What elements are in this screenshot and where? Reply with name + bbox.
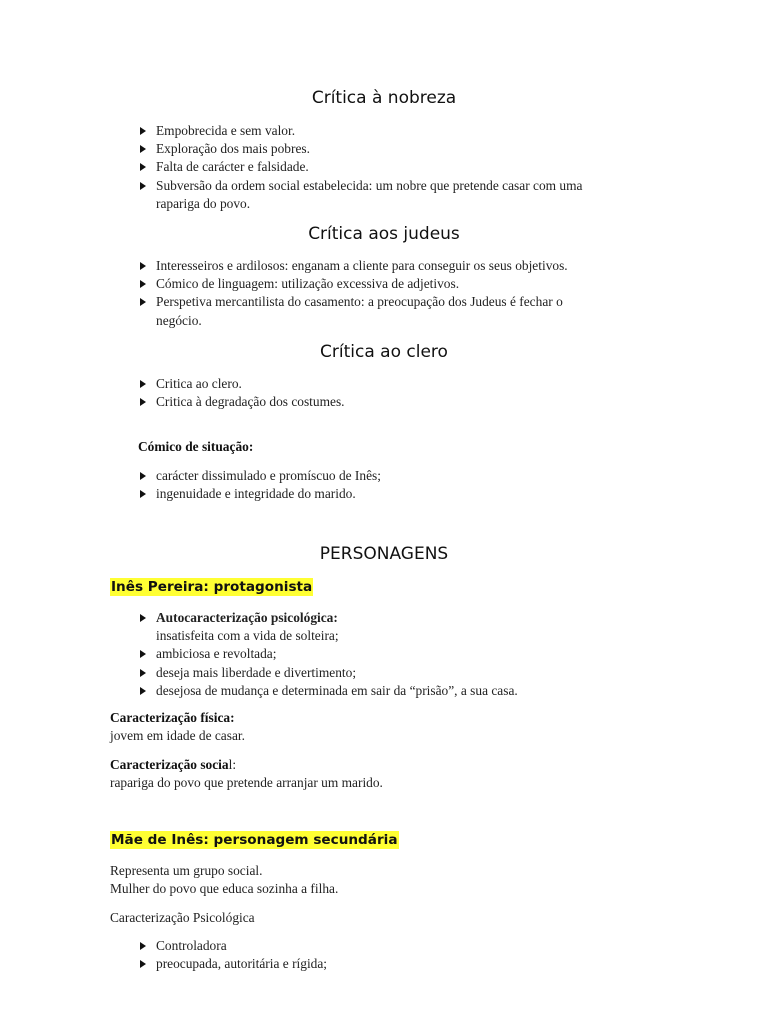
list-item: preocupada, autoritária e rígida; xyxy=(138,955,658,973)
paragraph-caracterizacao-fisica xyxy=(110,709,245,745)
list-comico-situacao xyxy=(138,467,658,503)
heading-personagens: PERSONAGENS xyxy=(319,544,449,564)
arrow-bullet-icon xyxy=(140,127,146,135)
list-item: Cómico de linguagem: utilização excessiva de adjetivos. xyxy=(138,275,658,293)
list-item: ingenuidade e integridade do marido. xyxy=(138,485,658,503)
list-item: carácter dissimulado e promíscuo de Inês; xyxy=(138,467,658,485)
list-critica-clero xyxy=(138,375,658,411)
list-item: Empobrecida e sem valor. xyxy=(138,122,658,140)
list-item: Critica à degradação dos costumes. xyxy=(138,393,658,411)
arrow-bullet-icon xyxy=(140,942,146,950)
list-ines-psicologica xyxy=(138,609,658,700)
arrow-bullet-icon xyxy=(140,960,146,968)
list-item: ambiciosa e revoltada; xyxy=(138,645,658,663)
list-mae-psicologica xyxy=(138,937,658,973)
arrow-bullet-icon xyxy=(140,490,146,498)
arrow-bullet-icon xyxy=(140,298,146,306)
list-item: Exploração dos mais pobres. xyxy=(138,140,658,158)
label-mae-psicologica: Caracterização Psicológica xyxy=(110,910,255,925)
arrow-bullet-icon xyxy=(140,163,146,171)
arrow-bullet-icon xyxy=(140,145,146,153)
label-caracterizacao-fisica: Caracterização física: xyxy=(110,710,235,725)
heading-critica-nobreza: Crítica à nobreza xyxy=(311,88,457,108)
paragraph-caracterizacao-social xyxy=(110,756,383,792)
list-critica-nobreza xyxy=(138,122,658,213)
list-item: Interesseiros e ardilosos: enganam a cliente para conseguir os seus objetivos. xyxy=(138,257,658,275)
list-item: Controladora xyxy=(138,937,658,955)
arrow-bullet-icon xyxy=(140,380,146,388)
highlight-ines-pereira: Inês Pereira: protagonista xyxy=(111,579,313,595)
arrow-bullet-icon xyxy=(140,687,146,695)
text-line: Representa um grupo social. xyxy=(110,863,263,878)
list-item-continuation: negócio. xyxy=(156,312,202,328)
heading-critica-clero: Crítica ao clero xyxy=(320,342,448,362)
arrow-bullet-icon xyxy=(140,650,146,658)
list-item: Autocaracterização psicológica: xyxy=(138,609,658,627)
paragraph-mae-descricao xyxy=(110,862,338,898)
heading-critica-judeus: Crítica aos judeus xyxy=(308,224,460,244)
label-caracterizacao-social: Caracterização social: xyxy=(110,757,237,772)
list-critica-judeus xyxy=(138,257,658,330)
list-item: Critica ao clero. xyxy=(138,375,658,393)
arrow-bullet-icon xyxy=(140,280,146,288)
list-item: Perspetiva mercantilista do casamento: a preocupação dos Judeus é fechar o xyxy=(138,293,658,311)
text-line: Mulher do povo que educa sozinha a filha. xyxy=(110,881,339,897)
list-item: Falta de carácter e falsidade. xyxy=(138,158,658,176)
arrow-bullet-icon xyxy=(140,398,146,406)
list-item: desejosa de mudança e determinada em sair da “prisão”, a sua casa. xyxy=(138,682,658,700)
list-item-continuation: rapariga do povo. xyxy=(156,195,251,211)
arrow-bullet-icon xyxy=(140,262,146,270)
list-item: Subversão da ordem social estabelecida: um nobre que pretende casar com uma xyxy=(138,177,658,195)
arrow-bullet-icon xyxy=(140,182,146,190)
list-item-continuation: insatisfeita com a vida de solteira; xyxy=(156,628,339,644)
arrow-bullet-icon xyxy=(140,669,146,677)
text-caracterizacao-fisica: jovem em idade de casar. xyxy=(110,728,245,744)
list-item: deseja mais liberdade e divertimento; xyxy=(138,664,658,682)
arrow-bullet-icon xyxy=(140,472,146,480)
heading-comico-situacao: Cómico de situação: xyxy=(138,439,254,454)
arrow-bullet-icon xyxy=(140,614,146,622)
highlight-mae-ines: Mãe de Inês: personagem secundária xyxy=(111,832,398,848)
text-caracterizacao-social: rapariga do povo que pretende arranjar um marido. xyxy=(110,775,383,791)
